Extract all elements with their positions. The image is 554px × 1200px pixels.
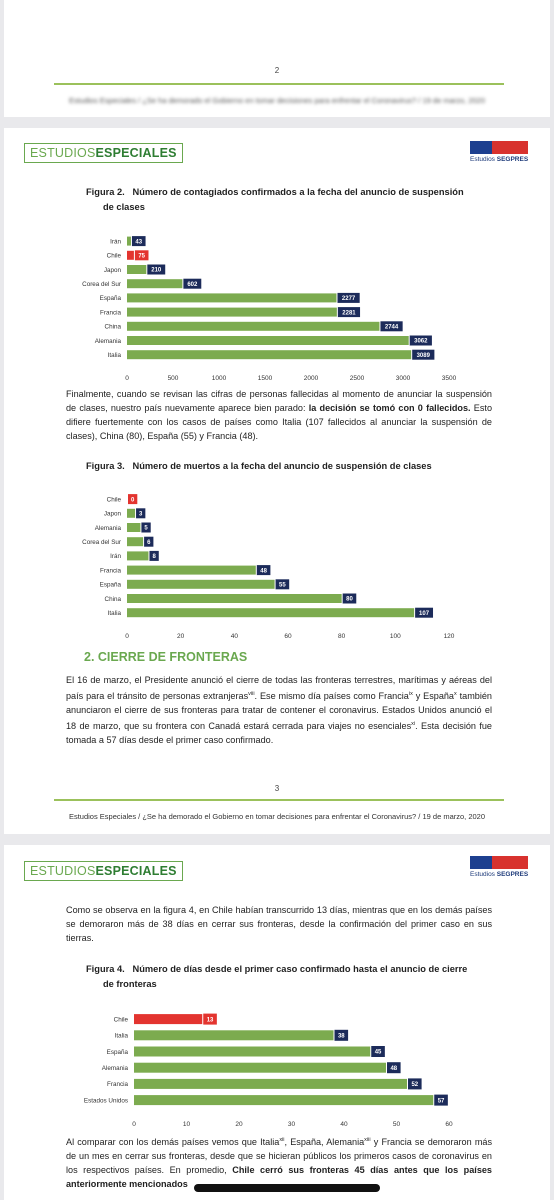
category-label: Francia: [100, 567, 121, 575]
data-label: 43: [135, 239, 143, 246]
logo-bold-text: ESPECIALES: [95, 146, 177, 160]
category-label: Japon: [103, 510, 121, 518]
data-label: 52: [411, 1082, 419, 1089]
bar: [127, 251, 134, 260]
bar: [134, 1095, 433, 1105]
figure-4-title: Figura 4. Número de días desde el primer caso confirmado hasta el anuncio de cierre de fronteras: [86, 964, 468, 989]
paragraph-fronteras: El 16 de marzo, el Presidente anunció el cierre de todas las fronteras terrestres, marítimas y aéreas del país para el tránsito de personas extranjeras$^{viii}$. Ese mismo día países como Francia$^{ix}$ y España$^x$ también anunciaron el cierre de sus fronteras para tratar de contener el coronavirus. Estados Unidos anunció el 18 de marzo, que su frontera con Canadá estará cerrada para viajes no esenciales$^{xi}$. Esta decisión fue tomada a 57 días desde el primer caso confirmado.: [66, 675, 492, 746]
tick-label: 100: [389, 632, 401, 640]
data-label: 2281: [342, 310, 356, 317]
page-number: 3: [274, 784, 280, 793]
category-label: Estados Unidos: [83, 1097, 128, 1105]
figure-3-title: Figura 3. Número de muertos a la fecha del anuncio de suspensión de clases: [86, 461, 432, 471]
category-label: Corea del Sur: [82, 281, 121, 288]
category-label: España: [99, 295, 121, 303]
tick-label: 120: [443, 632, 455, 640]
bar: [127, 523, 140, 532]
category-label: Corea del Sur: [82, 539, 121, 546]
data-label: 55: [279, 582, 286, 589]
tick-label: 10: [182, 1121, 191, 1129]
tick-label: 0: [125, 374, 129, 382]
tick-label: 50: [392, 1121, 401, 1129]
figure-4-chart: [4, 1003, 550, 1129]
chart-svg: [4, 1003, 550, 1129]
data-label: 5: [144, 525, 148, 532]
data-label: 3: [139, 511, 143, 518]
bar: [127, 279, 182, 288]
category-label: Japon: [103, 266, 121, 274]
category-label: Alemania: [94, 524, 121, 532]
footer-blurred-text: Estudios Especiales / ¿Se ha demorado el Gobierno en tomar decisiones para enfrentar el Coronavirus? / 19 de marzo, 2020: [68, 96, 486, 105]
figure-2-title: Figura 2. Número de contagiados confirmados a la fecha del anuncio de suspensión de clases: [86, 187, 464, 212]
category-label: China: [104, 323, 121, 331]
data-label: 107: [419, 610, 430, 617]
data-label: 3089: [416, 352, 430, 359]
bar: [127, 350, 411, 359]
bar: [127, 509, 135, 518]
tick-label: 3000: [395, 374, 411, 382]
bar: [127, 608, 414, 617]
category-label: Francia: [107, 1081, 128, 1089]
data-label: 57: [437, 1098, 445, 1105]
tick-label: 60: [445, 1121, 453, 1129]
tick-label: 30: [287, 1121, 296, 1129]
page-footer: Estudios Especiales / ¿Se ha demorado el Gobierno en tomar decisiones para enfrentar el Coronavirus? / 19 de marzo, 2020: [68, 812, 486, 821]
figure-label: Figura 4.: [86, 964, 125, 974]
estudios-especiales-logo: [24, 143, 183, 163]
paragraph-comparacion: Al comparar con los demás países vemos que Italia$^{xii}$, España, Alemania$^{xiii}$ y Francia se demoraron más de un mes en cerrar sus fronteras, desde que se hicieran públicos los primeros casos de coronavirus en los respectivos países. En promedio, Chile cerró sus fronteras 45 días antes que los países anteriormente mencionados: [66, 1137, 493, 1190]
category-label: Chile: [106, 252, 121, 260]
data-label: 48: [260, 568, 267, 575]
category-label: Irán: [110, 553, 121, 561]
paragraph-figura-4: Como se observa en la figura 4, en Chile habían transcurrido 13 días, mientras que en los demás países se demoraron más de 38 días en cerrar sus fronteras, desde la confirmación del primer caso en sus tierras.: [66, 905, 492, 943]
data-label: 2277: [341, 296, 356, 303]
data-label: 602: [187, 281, 198, 288]
chart-svg: [4, 484, 550, 640]
segpres-logo-text: Estudios SEGPRES: [470, 156, 529, 163]
category-label: Italia: [107, 352, 121, 359]
footer-divider: [54, 799, 504, 801]
tick-label: 0: [132, 1121, 136, 1129]
page-footer: [4, 96, 550, 105]
bar: [134, 1047, 370, 1057]
tick-label: 60: [284, 632, 292, 640]
tick-label: 40: [230, 632, 238, 640]
category-label: China: [104, 595, 121, 603]
bar: [127, 322, 379, 331]
bar: [127, 293, 336, 302]
page-2: [4, 128, 550, 834]
tick-label: 80: [338, 632, 346, 640]
page-number: 2: [274, 66, 280, 75]
bar: [127, 594, 342, 603]
bar: [134, 1063, 386, 1073]
bar: [134, 1030, 334, 1040]
bar: [127, 237, 131, 246]
logo-light-text: ESTUDIOS: [30, 864, 96, 878]
bar: [127, 537, 143, 546]
bar: [134, 1014, 202, 1024]
figure-3-chart: [4, 484, 550, 640]
section-title: 2. CIERRE DE FRONTERAS: [84, 650, 248, 664]
chart-svg: [4, 226, 550, 382]
figure-label: Figura 2.: [86, 187, 125, 197]
tick-label: 2000: [303, 374, 319, 382]
redaction-mark: [194, 1184, 380, 1192]
bar: [134, 1079, 407, 1089]
tick-label: 20: [235, 1121, 243, 1129]
logo-bold-text: ESPECIALES: [95, 864, 177, 878]
logo-light-text: ESTUDIOS: [30, 146, 96, 160]
paragraph-fallecidos: Finalmente, cuando se revisan las cifras de personas fallecidas al momento de anunciar la suspensión de clases, nuestro país nuevamente aparece bien parado: la decisión se tomó con 0 fallecidos. Esto difiere fuertemente con los casos de países como Italia (107 fallecidos al anunciar la suspensión de clases), China (80), España (55) y Francia (48).: [66, 389, 493, 441]
category-label: Italia: [107, 610, 121, 617]
segpres-logo-text: Estudios SEGPRES: [470, 871, 529, 878]
page-3: [4, 845, 550, 1200]
category-label: Chile: [106, 496, 121, 504]
bar: [127, 265, 146, 274]
tick-label: 500: [167, 374, 179, 382]
figure-label: Figura 3.: [86, 461, 125, 471]
data-label: 6: [147, 539, 151, 546]
page-1: [4, 0, 550, 117]
category-label: España: [106, 1048, 128, 1056]
data-label: 75: [138, 253, 146, 260]
category-label: Francia: [100, 309, 121, 317]
bar: [127, 336, 409, 345]
tick-label: 1000: [211, 374, 227, 382]
data-label: 48: [390, 1065, 398, 1072]
segpres-logo: [470, 141, 528, 163]
category-label: Irán: [110, 238, 121, 246]
category-label: España: [99, 581, 121, 589]
data-label: 13: [206, 1017, 214, 1024]
tick-label: 1500: [257, 374, 273, 382]
bar: [127, 566, 256, 575]
tick-label: 40: [340, 1121, 348, 1129]
data-label: 210: [151, 267, 162, 274]
data-label: 2744: [384, 324, 399, 331]
data-label: 45: [374, 1049, 382, 1056]
figure-2-chart: [4, 226, 550, 382]
bar: [127, 580, 275, 589]
category-label: Chile: [113, 1016, 128, 1024]
estudios-especiales-logo: [24, 861, 183, 881]
data-label: 80: [346, 596, 353, 603]
category-label: Italia: [114, 1032, 128, 1040]
segpres-logo: [470, 856, 528, 878]
bar: [127, 551, 148, 560]
data-label: 0: [130, 497, 135, 504]
flag-icon: [470, 141, 528, 154]
tick-label: 3500: [441, 374, 457, 382]
data-label: 3062: [414, 338, 428, 345]
tick-label: 20: [177, 632, 185, 640]
tick-label: 2500: [349, 374, 365, 382]
data-label: 38: [337, 1033, 345, 1040]
tick-label: 0: [125, 632, 129, 640]
flag-icon: [470, 856, 528, 869]
bar: [127, 308, 337, 317]
data-label: 8: [152, 554, 156, 561]
category-label: Alemania: [101, 1065, 128, 1072]
category-label: Alemania: [94, 337, 121, 345]
footer-divider: [54, 83, 504, 85]
